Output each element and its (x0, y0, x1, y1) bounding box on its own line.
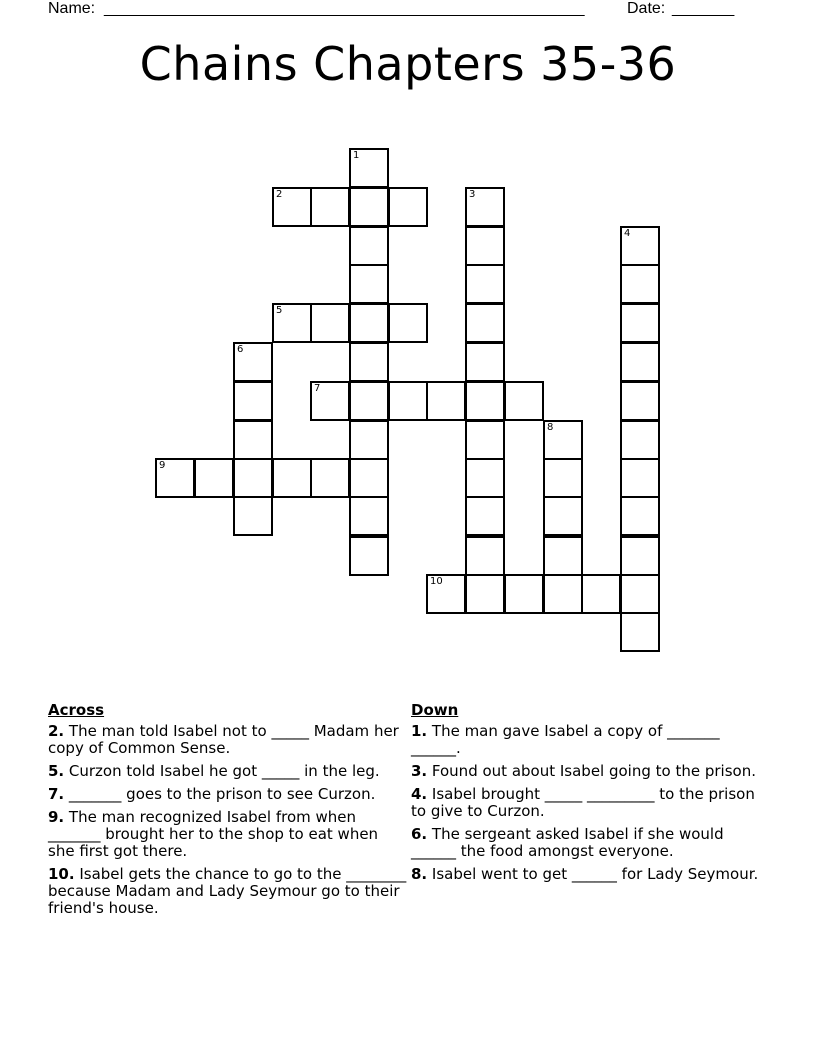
clue-number: 4. (411, 785, 428, 803)
crossword-cell[interactable] (465, 187, 505, 227)
clue-number: 9. (48, 808, 65, 826)
clue-number: 6. (411, 825, 428, 843)
crossword-cell[interactable] (194, 458, 234, 498)
crossword-cell[interactable] (426, 381, 466, 421)
crossword-cell[interactable] (465, 496, 505, 536)
crossword-cell[interactable] (349, 264, 389, 304)
down-clues (411, 702, 761, 889)
clue-text: Found out about Isabel going to the prison. (427, 762, 756, 780)
crossword-cell[interactable] (388, 187, 428, 227)
clue-number: 10. (48, 865, 75, 883)
crossword-cell[interactable] (310, 303, 350, 343)
crossword-cell[interactable] (620, 574, 660, 614)
crossword-cell[interactable] (620, 342, 660, 382)
clue-number: 5. (48, 762, 65, 780)
crossword-cell[interactable] (388, 381, 428, 421)
crossword-cell[interactable] (233, 420, 273, 460)
crossword-cell[interactable] (426, 574, 466, 614)
clue-number: 3. (411, 762, 428, 780)
date-label: Date: (627, 0, 670, 17)
crossword-cell[interactable] (543, 574, 583, 614)
crossword-cell[interactable] (581, 574, 621, 614)
clue-item (411, 866, 761, 883)
crossword-cell[interactable] (465, 264, 505, 304)
crossword-cell[interactable] (543, 458, 583, 498)
crossword-cell[interactable] (504, 574, 544, 614)
clue-text: Isabel brought _____ _________ to the prison to give to Curzon. (411, 785, 755, 820)
crossword-cell[interactable] (349, 496, 389, 536)
clue-number: 6 (237, 344, 244, 355)
clue-number: 1. (411, 722, 428, 740)
clue-number: 8 (547, 422, 554, 433)
crossword-cell[interactable] (349, 420, 389, 460)
clue-item (48, 866, 408, 917)
crossword-cell[interactable] (310, 458, 350, 498)
crossword-cell[interactable] (465, 420, 505, 460)
crossword-cell[interactable] (233, 342, 273, 382)
crossword-cell[interactable] (349, 148, 389, 188)
across-clues (48, 702, 408, 923)
crossword-cell[interactable] (465, 226, 505, 266)
crossword-cell[interactable] (620, 381, 660, 421)
clue-text: The man told Isabel not to _____ Madam her copy of Common Sense. (48, 722, 399, 757)
crossword-cell[interactable] (233, 381, 273, 421)
clue-text: Curzon told Isabel he got _____ in the leg. (64, 762, 380, 780)
across-heading: Across (48, 701, 105, 719)
clue-text: _______ goes to the prison to see Curzon. (64, 785, 376, 803)
crossword-cell[interactable] (543, 496, 583, 536)
clue-number: 2. (48, 722, 65, 740)
crossword-cell[interactable] (543, 420, 583, 460)
crossword-cell[interactable] (155, 458, 195, 498)
crossword-cell[interactable] (620, 420, 660, 460)
clue-number: 7 (314, 383, 321, 394)
crossword-cell[interactable] (465, 342, 505, 382)
clue-number: 9 (159, 460, 166, 471)
clue-number: 5 (276, 305, 283, 316)
crossword-cell[interactable] (620, 496, 660, 536)
crossword-cell[interactable] (465, 574, 505, 614)
date-line: _______ (672, 0, 735, 17)
crossword-cell[interactable] (349, 303, 389, 343)
crossword-cell[interactable] (504, 381, 544, 421)
crossword-cell[interactable] (310, 187, 350, 227)
name-label: Name: (48, 0, 100, 17)
clue-item (48, 763, 408, 780)
clue-item (48, 809, 408, 860)
crossword-cell[interactable] (620, 612, 660, 652)
crossword-cell[interactable] (620, 536, 660, 576)
clue-number: 2 (276, 189, 283, 200)
clue-item (411, 763, 761, 780)
crossword-cell[interactable] (272, 458, 312, 498)
clue-text: The sergeant asked Isabel if she would ______ the food amongst everyone. (411, 825, 724, 860)
clue-number: 4 (624, 228, 631, 239)
crossword-cell[interactable] (349, 381, 389, 421)
crossword-cell[interactable] (349, 226, 389, 266)
crossword-cell[interactable] (620, 264, 660, 304)
crossword-cell[interactable] (233, 496, 273, 536)
clue-item (48, 786, 408, 803)
crossword-cell[interactable] (465, 536, 505, 576)
clue-item (411, 826, 761, 860)
clue-text: Isabel gets the chance to go to the ________ because Madam and Lady Seymour go to their friend's house. (48, 865, 407, 917)
clue-text: The man recognized Isabel from when _______ brought her to the shop to eat when she first got there. (48, 808, 379, 860)
clue-number: 8. (411, 865, 428, 883)
crossword-cell[interactable] (272, 187, 312, 227)
crossword-cell[interactable] (310, 381, 350, 421)
crossword-cell[interactable] (465, 303, 505, 343)
clue-item (411, 723, 761, 757)
clue-item (48, 723, 408, 757)
crossword-cell[interactable] (388, 303, 428, 343)
crossword-cell[interactable] (620, 458, 660, 498)
down-heading: Down (411, 701, 459, 719)
crossword-cell[interactable] (620, 226, 660, 266)
clue-number: 10 (430, 576, 443, 587)
crossword-cell[interactable] (465, 458, 505, 498)
crossword-cell[interactable] (349, 342, 389, 382)
crossword-cell[interactable] (543, 536, 583, 576)
crossword-cell[interactable] (465, 381, 505, 421)
clue-number: 1 (353, 150, 360, 161)
page-title: Chains Chapters 35-36 (139, 37, 677, 91)
crossword-cell[interactable] (349, 458, 389, 498)
name-line: ______________________________________________________ (104, 0, 585, 17)
crossword-cell[interactable] (233, 458, 273, 498)
crossword-cell[interactable] (272, 303, 312, 343)
clue-item (411, 786, 761, 820)
clue-text: The man gave Isabel a copy of _______ ______. (411, 722, 720, 757)
clue-number: 3 (469, 189, 476, 200)
clue-number: 7. (48, 785, 65, 803)
crossword-cell[interactable] (349, 187, 389, 227)
clue-text: Isabel went to get ______ for Lady Seymour. (427, 865, 759, 883)
crossword-cell[interactable] (349, 536, 389, 576)
crossword-cell[interactable] (620, 303, 660, 343)
